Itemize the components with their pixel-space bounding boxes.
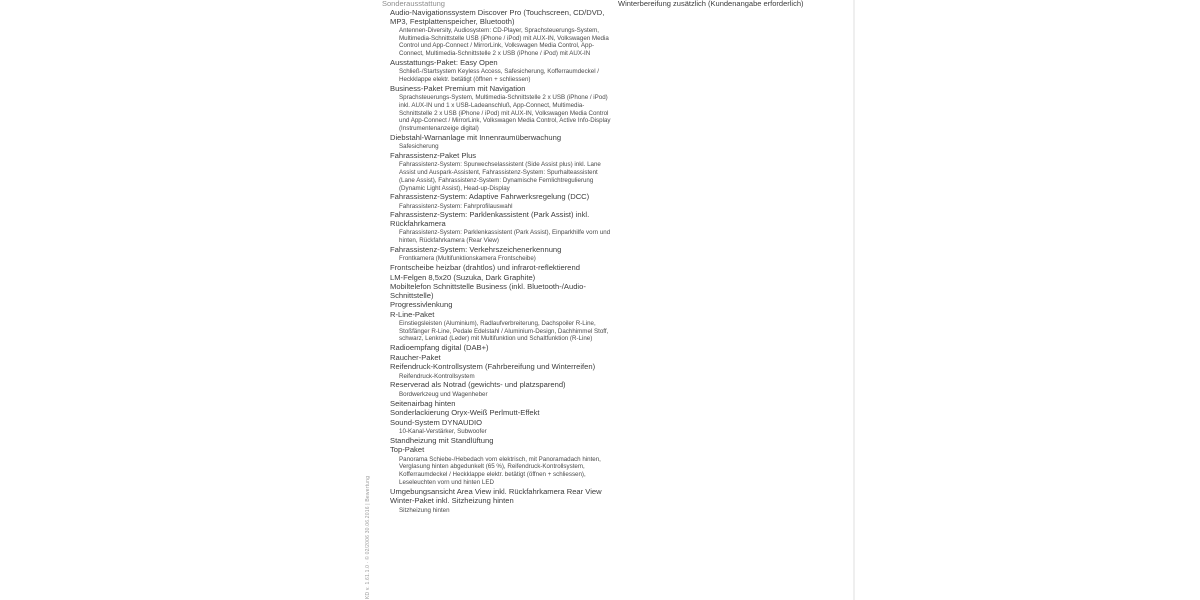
- equipment-item: [390, 446, 612, 486]
- equipment-item: [390, 264, 612, 273]
- equipment-item-title: Fahrassistenz-System: Adaptive Fahrwerksregelung (DCC): [390, 192, 590, 202]
- equipment-item-details: Panorama Schiebe-/Hebedach vorn elektrisch, mit Panoramadach hinten, Verglasung hinten abgedunkelt (65 %), Reifendruck-Kontrollsystem, Kofferraumdeckel / Heckklappe elektr. betätigt (öffnen + schliessen), Leseleuchten vorn und hinten LED: [399, 455, 601, 486]
- equipment-item-details: 10-Kanal-Verstärker, Subwoofer: [399, 428, 487, 436]
- equipment-item-title: Reserverad als Notrad (gewichts- und platzsparend): [390, 380, 566, 390]
- equipment-item: [390, 301, 612, 310]
- equipment-item: [390, 283, 612, 300]
- equipment-item-title: Fahrassistenz-System: Parklenkassistent (Park Assist) inkl. Rückfahrkamera: [390, 210, 590, 228]
- equipment-item-details: Einstiegsleisten (Aluminium), Radlaufverbreiterung, Dachspoiler R-Line, Stoßfänger R-Line, Pedale Edelstahl / Aluminium-Design, Dachhimmel Stoff, schwarz, Lenkrad (Leder) mit Multifunktion und Schaltfunktion (R-Line): [399, 320, 609, 343]
- equipment-item-title: Umgebungsansicht Area View inkl. Rückfahrkamera Rear View: [390, 486, 602, 496]
- equipment-item-details: Sitzheizung hinten: [399, 506, 450, 514]
- equipment-item: [390, 363, 612, 380]
- equipment-item: [390, 59, 612, 84]
- equipment-item: [390, 311, 612, 344]
- equipment-item: [390, 409, 612, 418]
- equipment-item-details: Antennen-Diversity, Audiosystem: CD-Player, Sprachsteuerungs-System, Multimedia-Schnittstelle USB (iPhone / iPod) mit AUX-IN, Volkswagen Media Control und App-Connect / MirrorLink, Volkswagen Media Control, App-Connect, Multimedia-Schnittstelle 2 x USB (iPhone / iPod) mit AUX-IN: [399, 27, 609, 58]
- equipment-item-title: Diebstahl-Warnanlage mit Innenraumüberwachung: [390, 132, 562, 142]
- equipment-item-title: LM-Felgen 8,5x20 (Suzuka, Dark Graphite): [390, 272, 536, 282]
- equipment-item-details: Fahrassistenz-System: Spurwechselassistent (Side Assist plus) inkl. Lane Assist und Auspark-Assistent, Fahrassistenz-System: Spurhalteassistent (Lane Assist), Fahrassistenz-System: Dynamische Fernlichtregulierung (Dynamic Light Assist), Head-up-Display: [399, 161, 601, 192]
- equipment-item: [390, 497, 612, 514]
- equipment-item-title: Progressivlenkung: [390, 300, 453, 310]
- equipment-item-title: Winter-Paket inkl. Sitzheizung hinten: [390, 496, 514, 506]
- equipment-item-title: Audio-Navigationssystem Discover Pro (Touchscreen, CD/DVD, MP3, Festplattenspeicher, Bluetooth): [390, 8, 605, 26]
- equipment-item-details: Schließ-/Startsystem Keyless Access, Safesicherung, Kofferraumdeckel / Heckklappe elektr. betätigt (öffnen + schliessen): [399, 68, 600, 84]
- equipment-item-title: R-Line-Paket: [390, 309, 435, 319]
- equipment-item-details: Reifendruck-Kontrollsystem: [399, 372, 475, 380]
- equipment-item-title: Frontscheibe heizbar (drahtlos) und infrarot-reflektierend: [390, 263, 580, 273]
- equipment-item-title: Fahrassistenz-Paket Plus: [390, 150, 477, 160]
- page-column-divider: [853, 0, 855, 600]
- equipment-item-details: Fahrassistenz-System: Parklenkassistent (Park Assist), Einparkhilfe vorn und hinten, Rückfahrkamera (Rear View): [399, 229, 611, 245]
- equipment-item: [390, 85, 612, 133]
- equipment-item-title: Seitenairbag hinten: [390, 398, 456, 408]
- winter-tires-note: Winterbereifung zusätzlich (Kundenangabe erforderlich): [618, 0, 804, 8]
- equipment-item: [390, 344, 612, 353]
- equipment-item-title: Mobiltelefon Schnittstelle Business (inkl. Bluetooth-/Audio-Schnittstelle): [390, 282, 586, 300]
- equipment-item: [390, 419, 612, 436]
- equipment-item-title: Radioempfang digital (DAB+): [390, 343, 489, 353]
- equipment-item-details: Sprachsteuerungs-System, Multimedia-Schnittstelle 2 x USB (iPhone / iPod) inkl. AUX-IN und 1 x USB-Ladeanschluß, App-Connect, Multimedia-Schnittstelle 2 x USB (iPhone / iPod) mit AUX-IN, Volkswagen Media Control und App-Connect / MirrorLink, Volkswagen Media Control, Active Info-Display (Instrumentenanzeige digital): [399, 94, 611, 133]
- equipment-item: [390, 437, 612, 446]
- equipment-item: [390, 152, 612, 192]
- equipment-item: [390, 193, 612, 210]
- equipment-item: [390, 274, 612, 283]
- equipment-item-title: Reifendruck-Kontrollsystem (Fahrbereifung und Winterreifen): [390, 362, 596, 372]
- equipment-item: [390, 211, 612, 244]
- equipment-item-details: Fahrassistenz-System: Fahrprofilauswahl: [399, 202, 513, 210]
- equipment-item: [390, 9, 612, 58]
- equipment-item: [390, 488, 612, 497]
- equipment-item-title: Sound-System DYNAUDIO: [390, 417, 482, 427]
- equipment-item-title: Top-Paket: [390, 445, 425, 455]
- footer-version-text: KD v. 1.61.1.0 · © 02/2006 30.06.2016 | Bewertung: [365, 475, 371, 599]
- equipment-item: [390, 400, 612, 409]
- equipment-item: [390, 246, 612, 263]
- equipment-item-details: Safesicherung: [399, 143, 439, 151]
- equipment-item-details: Frontkamera (Multifunktionskamera Frontscheibe): [399, 255, 536, 263]
- equipment-item-title: Ausstattungs-Paket: Easy Open: [390, 57, 498, 67]
- equipment-item-title: Sonderlackierung Oryx-Weiß Perlmutt-Effekt: [390, 408, 540, 418]
- equipment-item-title: Business-Paket Premium mit Navigation: [390, 83, 526, 93]
- equipment-item: [390, 134, 612, 151]
- equipment-item-title: Fahrassistenz-System: Verkehrszeichenerkennung: [390, 244, 562, 254]
- section-label-sonderausstattung: Sonderausstattung: [382, 0, 445, 8]
- equipment-item-title: Raucher-Paket: [390, 352, 441, 362]
- equipment-item-details: Bordwerkzeug und Wagenheber: [399, 390, 488, 398]
- equipment-list: [390, 9, 612, 515]
- equipment-item-title: Standheizung mit Standlüftung: [390, 435, 494, 445]
- equipment-item: [390, 354, 612, 363]
- equipment-item: [390, 381, 612, 398]
